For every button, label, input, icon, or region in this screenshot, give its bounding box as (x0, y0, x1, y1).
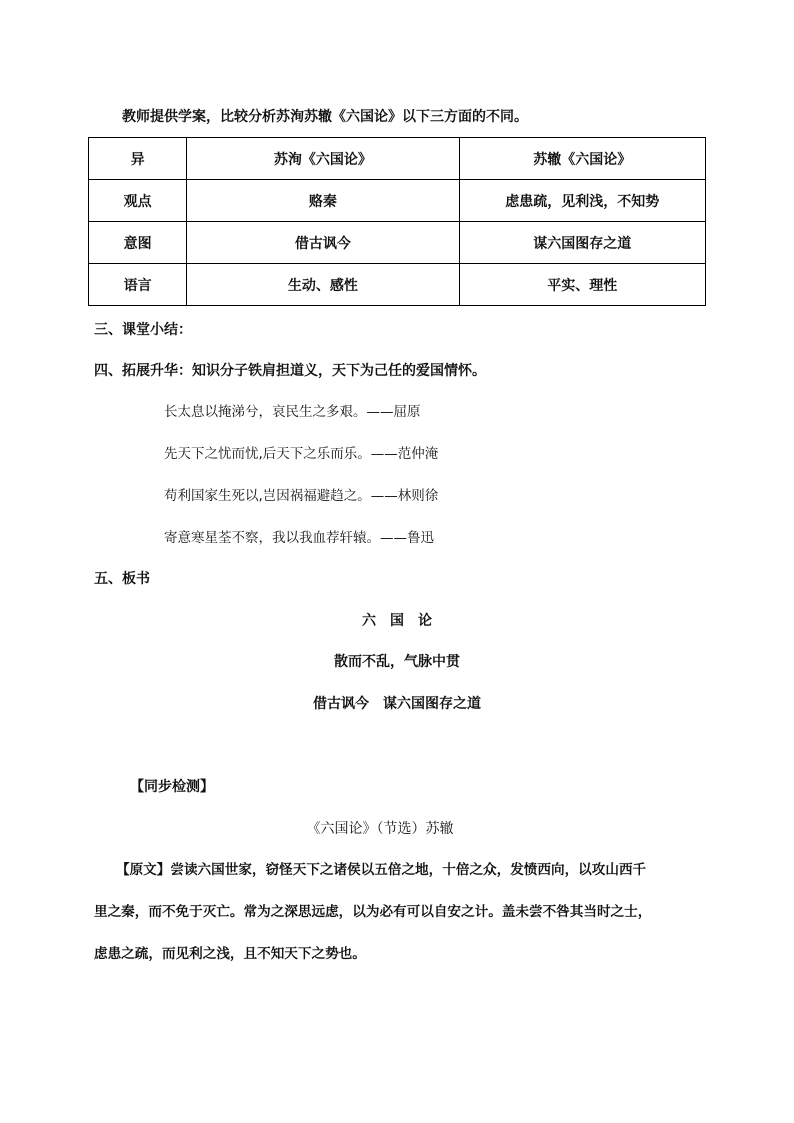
table-cell: 观点 (89, 180, 187, 222)
table-cell: 意图 (89, 222, 187, 264)
passage-title: 《六国论》（节选）苏辙 (306, 821, 454, 837)
intro-text: 教师提供学案，比较分析苏洵苏辙《六国论》以下三方面的不同。 (122, 109, 528, 125)
table-cell: 生动、感性 (187, 264, 459, 306)
table-cell: 借古讽今 (187, 222, 459, 264)
table-header-row (89, 138, 706, 180)
table-cell: 谋六国图存之道 (459, 222, 705, 264)
quote-line: 先天下之忧而忧,后天下之乐而乐。——范仲淹 (164, 446, 439, 462)
quote-line: 长太息以掩涕兮，哀民生之多艰。——屈原 (164, 404, 421, 420)
passage-line: 【原文】尝读六国世家，窃怪天下之诸侯以五倍之地，十倍之众，发愤西向，以攻山西千 (116, 862, 647, 878)
section-heading-extension: 四、拓展升华：知识分子铁肩担道义，天下为己任的爱国情怀。 (94, 363, 486, 379)
table-header-cell: 异 (89, 138, 187, 180)
table-cell: 语言 (89, 264, 187, 306)
board-title: 六 国 论 (362, 613, 432, 629)
passage-line: 虑患之疏，而见利之浅，且不知天下之势也。 (94, 946, 366, 962)
comparison-table (88, 137, 706, 306)
section-heading-summary: 三、课堂小结： (94, 322, 192, 338)
table-row (89, 264, 706, 306)
section-heading-board: 五、板书 (94, 571, 150, 587)
table-cell: 虑患疏，见利浅，不知势 (459, 180, 705, 222)
quote-line: 寄意寒星荃不察，我以我血荐轩辕。——鲁迅 (164, 530, 434, 546)
table-header-cell: 苏辙《六国论》 (459, 138, 705, 180)
table-cell: 赂秦 (187, 180, 459, 222)
passage-line: 里之秦，而不免于灭亡。常为之深思远虑，以为必有可以自安之计。盖未尝不咎其当时之士， (94, 904, 652, 920)
board-line: 借古讽今 谋六国图存之道 (313, 696, 481, 712)
sync-test-heading: 【同步检测】 (130, 779, 214, 795)
table-row (89, 222, 706, 264)
table-row (89, 180, 706, 222)
table-header-cell: 苏洵《六国论》 (187, 138, 459, 180)
table-cell: 平实、理性 (459, 264, 705, 306)
quote-line: 苟利国家生死以,岂因祸福避趋之。——林则徐 (164, 488, 439, 504)
board-line: 散而不乱，气脉中贯 (334, 654, 460, 670)
